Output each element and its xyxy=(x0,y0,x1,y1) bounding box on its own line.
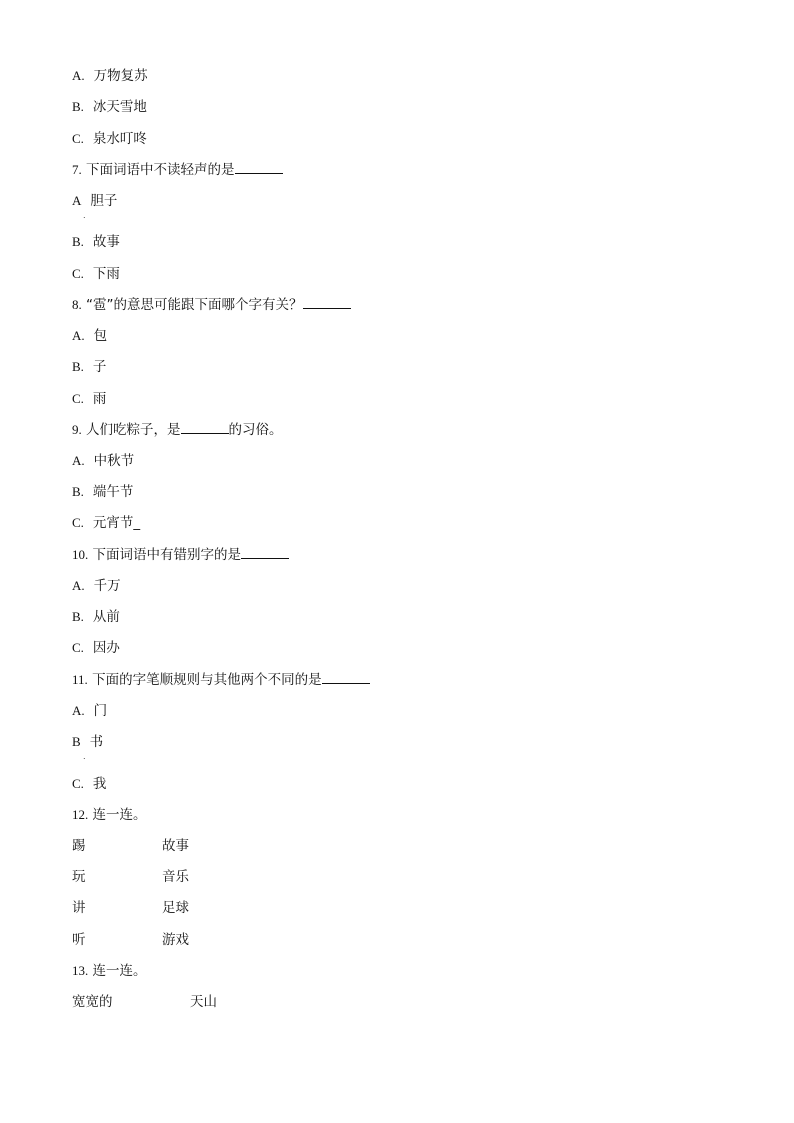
match-right-item: 天山 xyxy=(190,994,217,1010)
option-text: 门 xyxy=(93,703,108,719)
option-letter: A. xyxy=(72,578,85,593)
q9-option-a xyxy=(72,452,134,470)
q8-option-a xyxy=(72,327,107,345)
q12-stem xyxy=(72,806,147,824)
answer-blank xyxy=(303,296,351,309)
option-text: 子 xyxy=(92,359,107,375)
option-text: 包 xyxy=(93,328,108,344)
option-letter: C. xyxy=(72,131,84,146)
option-text: 冰天雪地 xyxy=(92,99,147,115)
option-letter: C. xyxy=(72,515,84,530)
q6-option-c xyxy=(72,130,147,148)
q6-option-b xyxy=(72,98,147,116)
option-text: 雨 xyxy=(92,391,107,407)
match-left-item: 宽宽的 xyxy=(72,994,113,1010)
match-right-item: 故事 xyxy=(162,838,189,854)
answer-blank xyxy=(181,421,229,434)
question-text: 连一连。 xyxy=(92,807,147,823)
match-left-item: 踢 xyxy=(72,838,86,854)
option-text: 端午节 xyxy=(92,484,134,500)
question-text: “雹”的意思可能跟下面哪个字有关？ xyxy=(86,297,303,313)
q7-option-a xyxy=(72,192,117,210)
stray-dot: . xyxy=(83,752,86,761)
question-number: 12. xyxy=(72,807,89,822)
option-letter: C. xyxy=(72,266,84,281)
q10-option-c xyxy=(72,639,120,657)
match-right-item: 足球 xyxy=(162,900,189,916)
q10-option-b xyxy=(72,608,120,626)
option-letter: A. xyxy=(72,453,85,468)
q11-option-b xyxy=(72,733,103,751)
q10-option-a xyxy=(72,577,121,595)
option-letter: A. xyxy=(72,328,85,343)
question-text: 连一连。 xyxy=(92,963,147,979)
option-text: 下雨 xyxy=(92,266,120,282)
q7-option-c xyxy=(72,265,120,283)
q11-stem xyxy=(72,671,370,689)
option-letter: B. xyxy=(72,99,84,114)
option-letter: A. xyxy=(72,703,85,718)
q11-option-c xyxy=(72,775,106,793)
question-text: 下面词语中有错别字的是 xyxy=(92,547,242,563)
option-letter: B. xyxy=(72,359,84,374)
q8-option-b xyxy=(72,358,106,376)
q8-option-c xyxy=(72,390,106,408)
q6-option-a xyxy=(72,67,148,85)
option-text: 泉水叮咚 xyxy=(92,131,147,147)
question-number: 11. xyxy=(72,672,88,687)
option-letter: B. xyxy=(72,234,84,249)
q7-option-b xyxy=(72,233,120,251)
option-letter: A. xyxy=(72,68,85,83)
option-letter: B xyxy=(72,734,81,749)
question-number: 10. xyxy=(72,547,89,562)
match-left-item: 讲 xyxy=(72,900,86,916)
option-letter: B. xyxy=(72,609,84,624)
answer-blank xyxy=(322,671,370,684)
question-number: 13. xyxy=(72,963,89,978)
match-right-item: 音乐 xyxy=(162,869,189,885)
question-number: 9. xyxy=(72,422,82,437)
q11-option-a xyxy=(72,702,107,720)
answer-blank xyxy=(241,546,289,559)
match-left-item: 听 xyxy=(72,932,86,948)
option-text: 书 xyxy=(89,734,104,750)
answer-blank xyxy=(235,161,283,174)
option-text: 胆子 xyxy=(90,193,118,209)
option-letter: C. xyxy=(72,776,84,791)
option-text: 从前 xyxy=(92,609,120,625)
option-text: 故事 xyxy=(92,234,120,250)
q8-stem xyxy=(72,296,351,314)
match-left-item: 玩 xyxy=(72,869,86,885)
q9-option-b xyxy=(72,483,133,501)
option-letter: A xyxy=(72,193,82,208)
question-text: 下面的字笔顺规则与其他两个不同的是 xyxy=(92,672,322,688)
option-letter: C. xyxy=(72,640,84,655)
option-text: 元宵节_ xyxy=(92,515,141,531)
option-text: 千万 xyxy=(93,578,121,594)
q7-stem xyxy=(72,161,283,179)
question-number: 7. xyxy=(72,162,82,177)
option-letter: B. xyxy=(72,484,84,499)
option-text: 我 xyxy=(92,776,107,792)
question-text: 下面词语中不读轻声的是 xyxy=(86,162,235,178)
option-text: 万物复苏 xyxy=(93,68,148,84)
option-letter: C. xyxy=(72,391,84,406)
question-number: 8. xyxy=(72,297,82,312)
q9-stem xyxy=(72,421,283,439)
q10-stem xyxy=(72,546,289,564)
question-text-before: 人们吃粽子，是 xyxy=(86,422,181,438)
option-text: 中秋节 xyxy=(93,453,135,469)
q9-option-c xyxy=(72,514,140,532)
stray-dot: . xyxy=(83,211,86,220)
q13-stem xyxy=(72,962,147,980)
match-right-item: 游戏 xyxy=(162,932,189,948)
option-text: 因办 xyxy=(92,640,120,656)
question-text-after: 的习俗。 xyxy=(228,422,283,438)
